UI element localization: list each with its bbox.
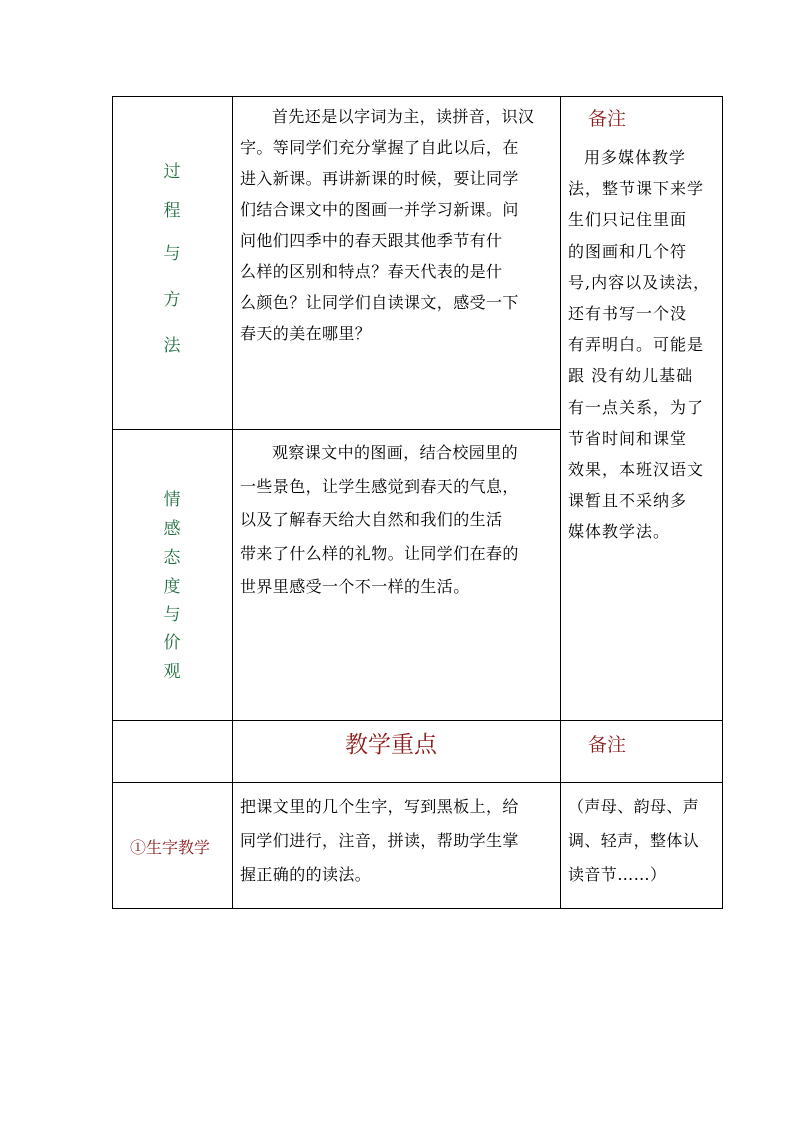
text-line: 调、轻声，整体认 — [568, 831, 700, 850]
row-label-char: 过 — [163, 162, 181, 182]
header-notes-label: 备注 — [588, 734, 627, 756]
row-label-char: 法 — [163, 336, 181, 356]
text-line: 节省时间和课堂 — [568, 428, 688, 448]
column-divider-1 — [232, 96, 233, 909]
text-line: 首先还是以字词为主，读拼音，识汉 — [272, 107, 535, 126]
text-line: 带来了什么样的礼物。让同学们在春的 — [240, 543, 519, 563]
row-label-process — [112, 153, 232, 369]
text-line: 以及了解春天给大自然和我们的生活 — [240, 510, 503, 529]
text-line: 有一点关系，为了 — [568, 397, 705, 417]
text-line: 春天的美在哪里？ — [240, 324, 372, 343]
table-border-top — [112, 96, 723, 97]
text-line: 还有书写一个没 — [568, 304, 688, 324]
row-divider-newchar — [112, 782, 723, 783]
text-line: 生们只记住里面 — [568, 210, 688, 230]
table-border-bottom — [112, 908, 723, 909]
row-label-char: 价 — [163, 633, 181, 653]
row-label-char: 态 — [163, 548, 181, 568]
text-line: 课暂且不采纳多 — [568, 491, 688, 511]
row-label-char: 程 — [163, 201, 181, 221]
text-line: 世界里感受一个不一样的生活。 — [240, 577, 470, 596]
row-label-new-characters: ①生字教学 — [130, 838, 211, 857]
row-label-emotion — [112, 486, 232, 687]
text-line: 媒体教学法。 — [568, 522, 671, 542]
text-line: 跟 没有幼儿基础 — [568, 366, 694, 386]
row-label-char: 与 — [163, 605, 181, 625]
text-line: 同学们进行，注音，拼读，帮助学生掌 — [240, 831, 519, 850]
text-line: 效果，本班汉语文 — [568, 460, 705, 480]
column-divider-2 — [560, 96, 561, 909]
text-line: 号,内容以及读法， — [568, 272, 711, 292]
notes-heading: 备注 — [588, 108, 627, 130]
text-line: 法，整节课下来学 — [568, 179, 705, 199]
text-line: 一些景色，让学生感觉到春天的气息， — [240, 476, 519, 496]
row-label-char: 度 — [163, 577, 181, 597]
row-label-char: 方 — [163, 290, 181, 310]
notes-body-text — [568, 142, 718, 548]
text-line: （声母、韵母、声 — [568, 797, 700, 816]
text-line: 有弄明白。可能是 — [568, 335, 705, 355]
emotion-body-text — [240, 436, 558, 604]
text-line: 读音节……） — [568, 865, 667, 884]
text-line: 么颜色？让同学们自读课文，感受一下 — [240, 293, 519, 312]
row-divider-process-emotion — [112, 429, 561, 430]
text-line: 用多媒体教学 — [584, 148, 687, 167]
text-line: 的图画和几个符 — [568, 241, 688, 261]
text-line: 观察课文中的图画，结合校园里的 — [272, 443, 519, 462]
text-line: 进入新课。再讲新课的时候，要让同学 — [240, 169, 519, 188]
text-line: 么样的区别和特点？春天代表的是什 — [240, 262, 503, 281]
newchar-notes-text — [568, 790, 718, 892]
text-line: 握正确的的读法。 — [240, 865, 372, 884]
table-border-right — [722, 96, 723, 909]
row-label-char: 观 — [163, 662, 181, 682]
text-line: 把课文里的几个生字，写到黑板上，给 — [240, 797, 519, 816]
row-divider-header — [112, 720, 723, 721]
lesson-plan-table — [112, 96, 723, 909]
row-label-char: 感 — [163, 519, 181, 539]
text-line: 问他们四季中的春天跟其他季节有什 — [240, 231, 503, 250]
process-body-text — [240, 101, 558, 349]
text-line: 们结合课文中的图画一并学习新课。问 — [240, 200, 519, 219]
text-line: 字。等同学们充分掌握了自此以后，在 — [240, 138, 519, 157]
section-title-teaching-focus: 教学重点 — [345, 732, 437, 758]
row-label-char: 与 — [163, 244, 181, 264]
row-label-char: 情 — [163, 490, 181, 510]
newchar-body-text — [240, 790, 558, 892]
